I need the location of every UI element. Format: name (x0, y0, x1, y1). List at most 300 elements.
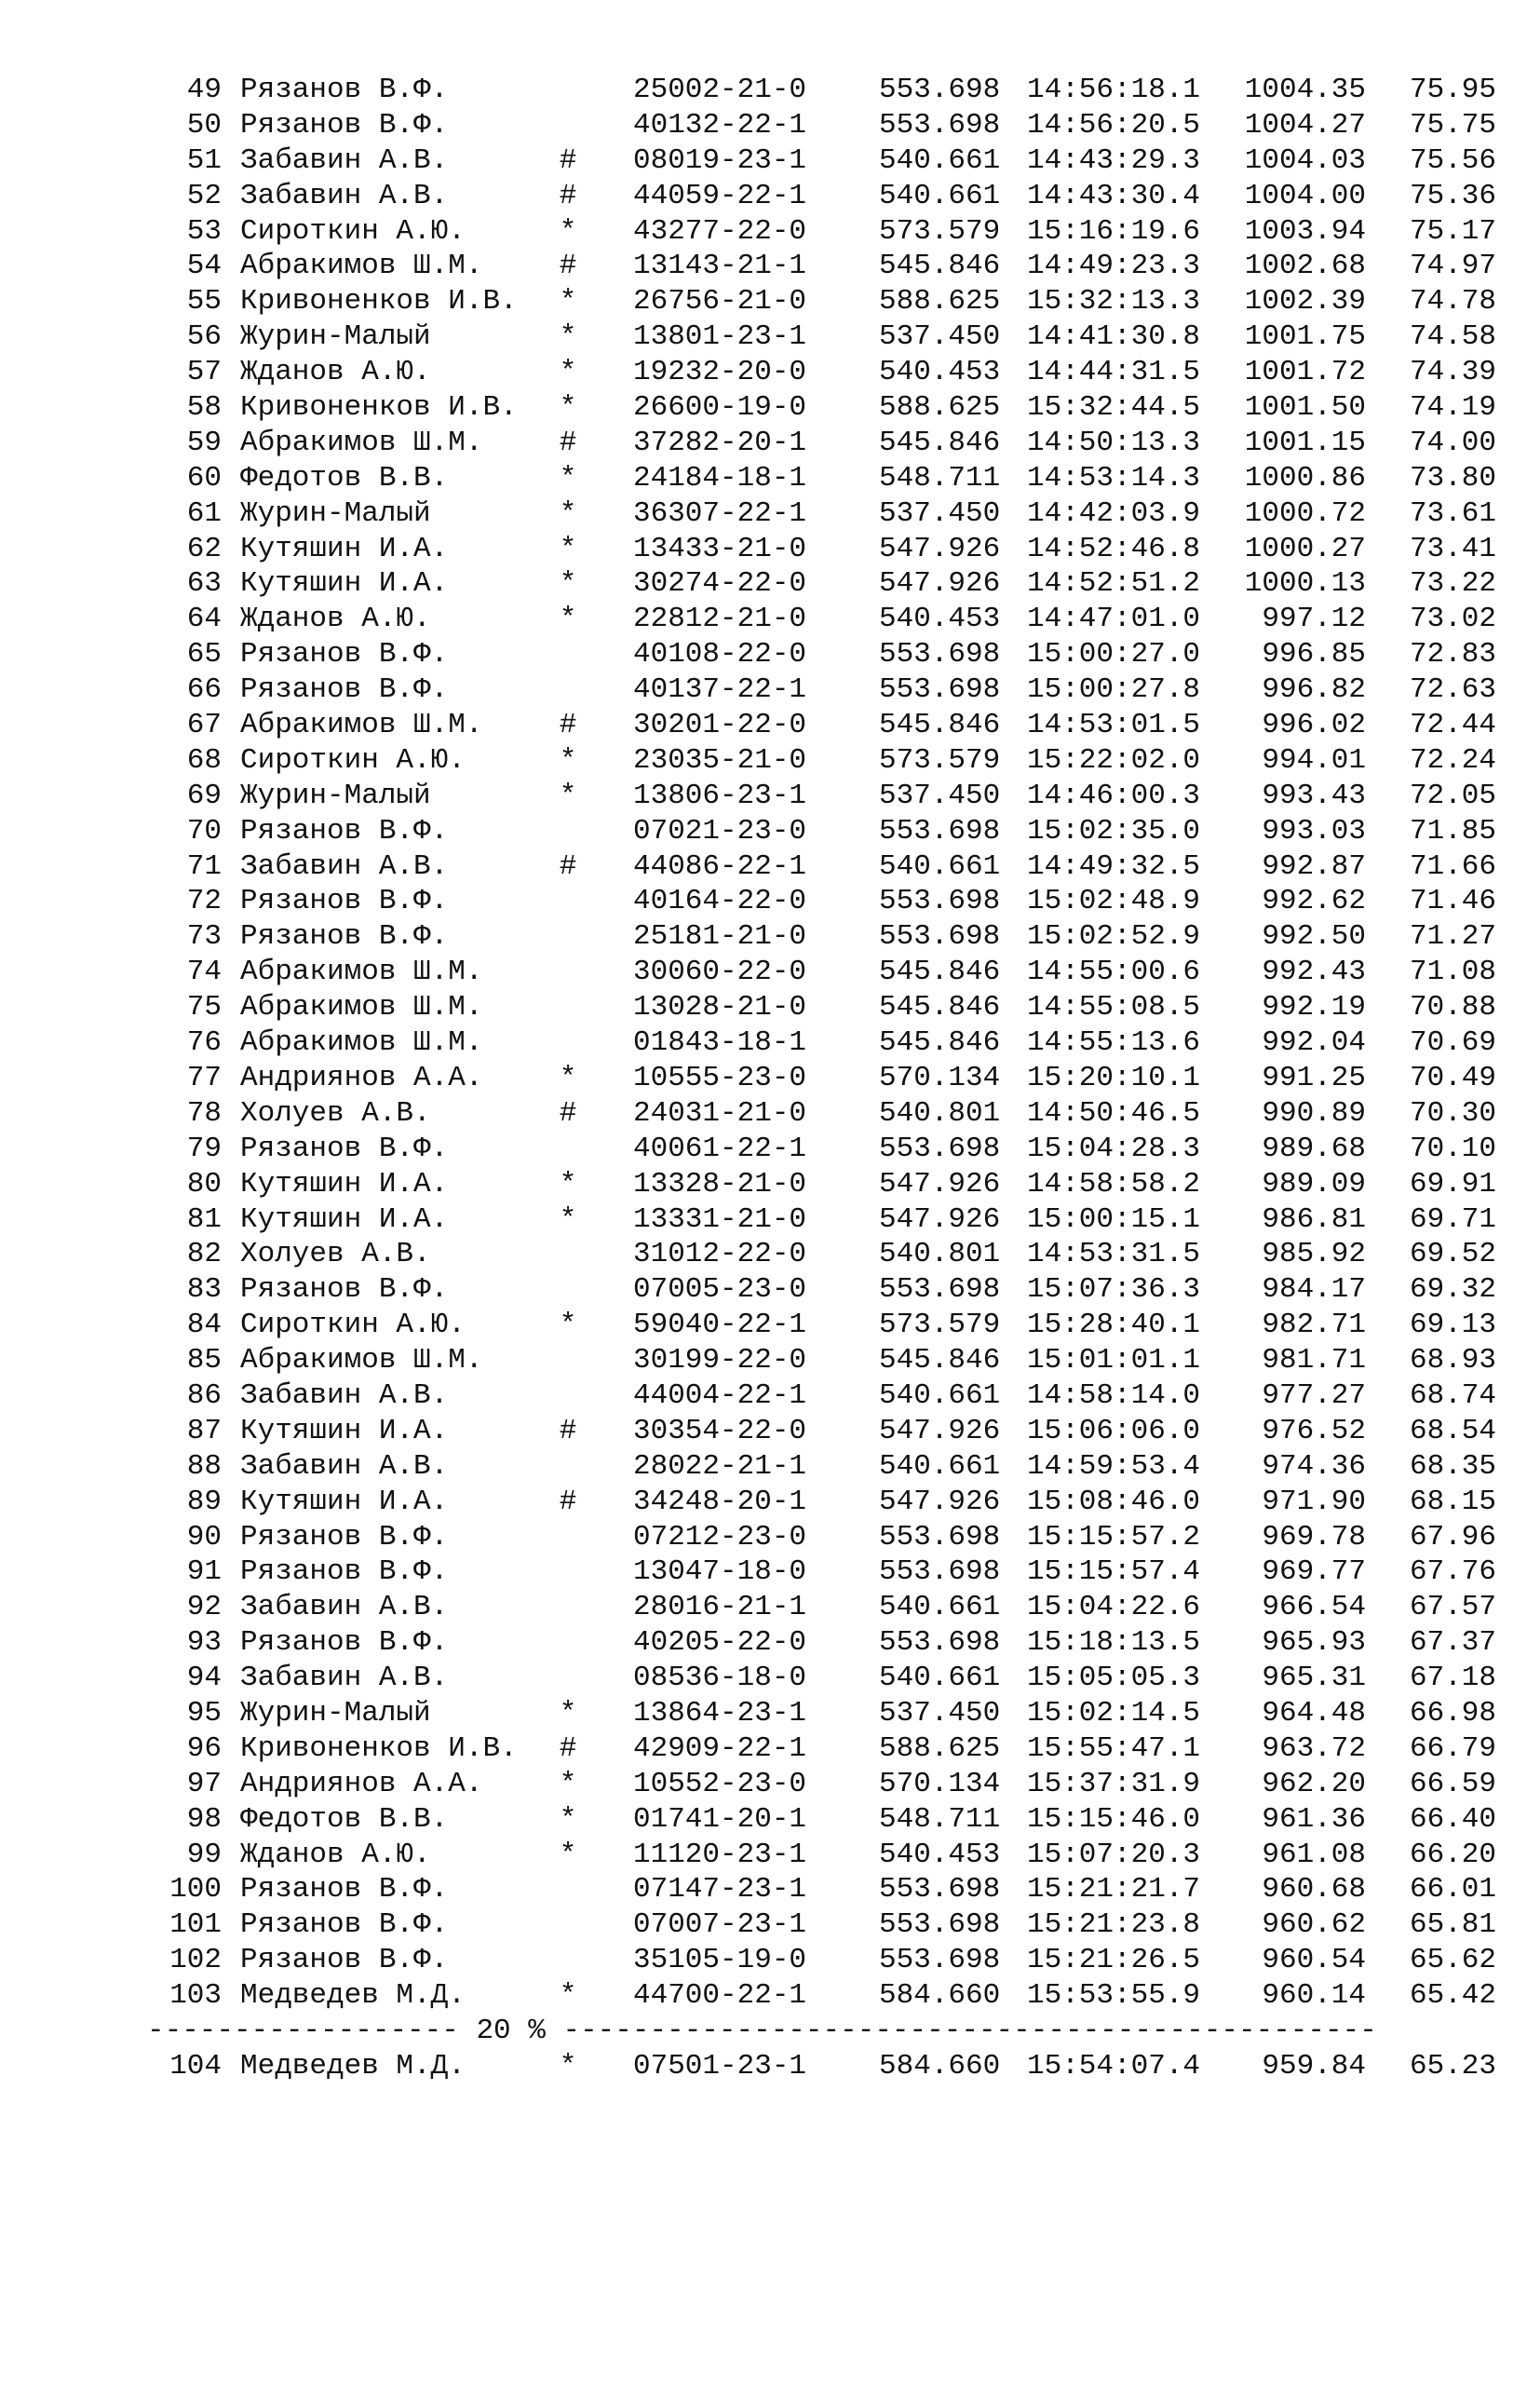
place-number: 87 (186, 1414, 222, 1447)
result-row (0, 779, 1540, 814)
fancier-name: Абракимов Ш.М. (240, 956, 483, 989)
distance: 547.926 (879, 1414, 1001, 1447)
arrival-time: 15:37:31.9 (1027, 1767, 1201, 1800)
ring-number: 22812-21-0 (633, 603, 807, 636)
fancier-name: Журин-Малый (240, 1696, 431, 1730)
entry-mark: # (559, 179, 577, 212)
place-number: 103 (169, 1979, 222, 2013)
ring-number: 59040-22-1 (633, 1309, 807, 1342)
ring-number: 30060-22-0 (633, 956, 807, 989)
result-row (0, 1272, 1540, 1308)
speed: 992.04 (1262, 1026, 1366, 1060)
result-row (0, 1449, 1540, 1485)
speed: 992.87 (1262, 849, 1366, 883)
place-number: 94 (186, 1662, 222, 1695)
arrival-time: 14:47:01.0 (1027, 603, 1201, 636)
speed: 960.68 (1262, 1873, 1366, 1907)
distance: 553.698 (879, 638, 1001, 672)
place-number: 71 (186, 849, 222, 883)
place-number: 96 (186, 1731, 222, 1765)
ring-number: 13801-23-1 (633, 320, 807, 354)
arrival-time: 15:02:48.9 (1027, 885, 1201, 918)
arrival-time: 15:07:36.3 (1027, 1273, 1201, 1307)
fancier-name: Абракимов Ш.М. (240, 709, 483, 742)
speed: 963.72 (1262, 1731, 1366, 1765)
ring-number: 13433-21-0 (633, 532, 807, 565)
speed: 990.89 (1262, 1096, 1366, 1130)
distance: 540.661 (879, 179, 1001, 212)
result-row (0, 532, 1540, 567)
result-row (0, 1907, 1540, 1943)
arrival-time: 15:08:46.0 (1027, 1485, 1201, 1518)
arrival-time: 14:52:46.8 (1027, 532, 1201, 565)
ring-number: 25181-21-0 (633, 920, 807, 954)
place-number: 92 (186, 1591, 222, 1624)
speed: 1002.68 (1244, 250, 1366, 283)
arrival-time: 14:41:30.8 (1027, 320, 1201, 354)
distance: 540.453 (879, 356, 1001, 389)
arrival-time: 15:06:06.0 (1027, 1414, 1201, 1447)
distance: 553.698 (879, 885, 1001, 918)
points: 66.79 (1409, 1731, 1496, 1765)
entry-mark: * (559, 1979, 577, 2013)
arrival-time: 15:32:44.5 (1027, 391, 1201, 425)
arrival-time: 15:07:20.3 (1027, 1838, 1201, 1871)
fancier-name: Кривоненков И.В. (240, 285, 518, 319)
place-number: 52 (186, 179, 222, 212)
place-number: 101 (169, 1908, 222, 1942)
fancier-name: Кутяшин И.А. (240, 1167, 449, 1201)
entry-mark: * (559, 1167, 577, 1201)
fancier-name: Жданов А.Ю. (240, 1838, 431, 1871)
entry-mark: # (559, 250, 577, 283)
distance: 588.625 (879, 391, 1001, 425)
entry-mark: # (559, 1485, 577, 1518)
result-row (0, 1767, 1540, 1802)
ring-number: 07501-23-1 (633, 2049, 807, 2083)
points: 67.96 (1409, 1520, 1496, 1554)
fancier-name: Сироткин А.Ю. (240, 214, 466, 248)
result-row (0, 1025, 1540, 1061)
result-row (0, 1237, 1540, 1272)
speed: 996.82 (1262, 673, 1366, 707)
place-number: 56 (186, 320, 222, 354)
arrival-time: 14:49:32.5 (1027, 849, 1201, 883)
result-row (0, 108, 1540, 143)
place-number: 89 (186, 1485, 222, 1518)
speed: 959.84 (1262, 2049, 1366, 2083)
distance: 540.661 (879, 143, 1001, 177)
speed: 1004.03 (1244, 143, 1366, 177)
fancier-name: Андриянов А.А. (240, 1061, 483, 1094)
place-number: 68 (186, 743, 222, 777)
points: 72.24 (1409, 743, 1496, 777)
arrival-time: 14:55:08.5 (1027, 991, 1201, 1025)
ring-number: 19232-20-0 (633, 356, 807, 389)
points: 73.02 (1409, 603, 1496, 636)
arrival-time: 14:55:00.6 (1027, 956, 1201, 989)
arrival-time: 15:04:22.6 (1027, 1591, 1201, 1624)
points: 75.17 (1409, 214, 1496, 248)
place-number: 90 (186, 1520, 222, 1554)
ring-number: 30201-22-0 (633, 709, 807, 742)
speed: 960.62 (1262, 1908, 1366, 1942)
speed: 965.93 (1262, 1626, 1366, 1660)
speed: 994.01 (1262, 743, 1366, 777)
ring-number: 13028-21-0 (633, 991, 807, 1025)
result-row (0, 884, 1540, 919)
speed: 1000.27 (1244, 532, 1366, 565)
distance: 553.698 (879, 814, 1001, 848)
arrival-time: 14:53:14.3 (1027, 461, 1201, 495)
speed: 996.85 (1262, 638, 1366, 672)
points: 66.20 (1409, 1838, 1496, 1871)
distance: 553.698 (879, 673, 1001, 707)
result-row (0, 1838, 1540, 1873)
place-number: 65 (186, 638, 222, 672)
points: 65.23 (1409, 2049, 1496, 2083)
distance: 553.698 (879, 1873, 1001, 1907)
points: 67.18 (1409, 1662, 1496, 1695)
distance: 545.846 (879, 1344, 1001, 1377)
ring-number: 44086-22-1 (633, 849, 807, 883)
ring-number: 40137-22-1 (633, 673, 807, 707)
fancier-name: Рязанов В.Ф. (240, 1908, 449, 1942)
arrival-time: 14:56:18.1 (1027, 74, 1201, 106)
place-number: 86 (186, 1378, 222, 1412)
place-number: 57 (186, 356, 222, 389)
entry-mark: * (559, 743, 577, 777)
ring-number: 13331-21-0 (633, 1202, 807, 1236)
speed: 1001.72 (1244, 356, 1366, 389)
ring-number: 13328-21-0 (633, 1167, 807, 1201)
result-row (0, 249, 1540, 284)
points: 73.41 (1409, 532, 1496, 565)
speed: 1004.27 (1244, 108, 1366, 142)
fancier-name: Забавин А.В. (240, 849, 449, 883)
result-row (0, 1590, 1540, 1625)
result-row (0, 1096, 1540, 1132)
ring-number: 40108-22-0 (633, 638, 807, 672)
arrival-time: 15:02:52.9 (1027, 920, 1201, 954)
entry-mark: * (559, 214, 577, 248)
arrival-time: 15:15:46.0 (1027, 1802, 1201, 1836)
ring-number: 37282-20-1 (633, 426, 807, 459)
result-row (0, 1485, 1540, 1520)
fancier-name: Журин-Малый (240, 320, 431, 354)
arrival-time: 14:42:03.9 (1027, 496, 1201, 530)
distance: 545.846 (879, 991, 1001, 1025)
fancier-name: Абракимов Ш.М. (240, 991, 483, 1025)
entry-mark: * (559, 2049, 577, 2083)
result-row (0, 849, 1540, 885)
speed: 992.43 (1262, 956, 1366, 989)
place-number: 76 (186, 1026, 222, 1060)
place-number: 78 (186, 1096, 222, 1130)
speed: 966.54 (1262, 1591, 1366, 1624)
speed: 997.12 (1262, 603, 1366, 636)
result-row (0, 1625, 1540, 1661)
points: 70.88 (1409, 991, 1496, 1025)
result-row (0, 1343, 1540, 1378)
fancier-name: Забавин А.В. (240, 143, 449, 177)
result-row (0, 73, 1540, 108)
place-number: 74 (186, 956, 222, 989)
result-row (0, 743, 1540, 779)
entry-mark: * (559, 1838, 577, 1871)
speed: 960.14 (1262, 1979, 1366, 2013)
results-rows-bottom (0, 2049, 1540, 2084)
speed: 986.81 (1262, 1202, 1366, 1236)
arrival-time: 14:53:01.5 (1027, 709, 1201, 742)
ring-number: 40205-22-0 (633, 1626, 807, 1660)
speed: 1001.75 (1244, 320, 1366, 354)
distance: 573.579 (879, 743, 1001, 777)
points: 74.19 (1409, 391, 1496, 425)
distance: 547.926 (879, 567, 1001, 601)
arrival-time: 14:49:23.3 (1027, 250, 1201, 283)
speed: 1004.35 (1244, 74, 1366, 106)
fancier-name: Кривоненков И.В. (240, 391, 518, 425)
arrival-time: 15:01:01.1 (1027, 1344, 1201, 1377)
place-number: 54 (186, 250, 222, 283)
arrival-time: 14:58:14.0 (1027, 1378, 1201, 1412)
speed: 996.02 (1262, 709, 1366, 742)
entry-mark: * (559, 461, 577, 495)
entry-mark: * (559, 320, 577, 354)
fancier-name: Забавин А.В. (240, 179, 449, 212)
points: 71.08 (1409, 956, 1496, 989)
speed: 981.71 (1262, 1344, 1366, 1377)
distance: 540.661 (879, 1591, 1001, 1624)
percent-separator (0, 2014, 1540, 2049)
points: 66.40 (1409, 1802, 1496, 1836)
speed: 971.90 (1262, 1485, 1366, 1518)
entry-mark: * (559, 567, 577, 601)
fancier-name: Холуев А.В. (240, 1238, 431, 1271)
distance: 553.698 (879, 920, 1001, 954)
arrival-time: 15:02:35.0 (1027, 814, 1201, 848)
speed: 1001.50 (1244, 391, 1366, 425)
distance: 540.453 (879, 603, 1001, 636)
points: 74.58 (1409, 320, 1496, 354)
points: 72.83 (1409, 638, 1496, 672)
results-rows-top (0, 73, 1540, 2014)
place-number: 99 (186, 1838, 222, 1871)
points: 71.85 (1409, 814, 1496, 848)
result-row (0, 355, 1540, 390)
ring-number: 01741-20-1 (633, 1802, 807, 1836)
points: 69.13 (1409, 1309, 1496, 1342)
points: 69.52 (1409, 1238, 1496, 1271)
place-number: 77 (186, 1061, 222, 1094)
place-number: 51 (186, 143, 222, 177)
entry-mark: * (559, 1802, 577, 1836)
arrival-time: 15:15:57.4 (1027, 1555, 1201, 1589)
speed: 969.78 (1262, 1520, 1366, 1554)
place-number: 53 (186, 214, 222, 248)
entry-mark: * (559, 356, 577, 389)
speed: 1003.94 (1244, 214, 1366, 248)
distance: 573.579 (879, 214, 1001, 248)
points: 75.56 (1409, 143, 1496, 177)
result-row (0, 955, 1540, 990)
distance: 540.661 (879, 1662, 1001, 1695)
place-number: 73 (186, 920, 222, 954)
place-number: 85 (186, 1344, 222, 1377)
fancier-name: Забавин А.В. (240, 1449, 449, 1483)
points: 75.95 (1409, 74, 1496, 106)
ring-number: 44700-22-1 (633, 1979, 807, 2013)
fancier-name: Журин-Малый (240, 496, 431, 530)
fancier-name: Кутяшин И.А. (240, 1485, 449, 1518)
result-row (0, 637, 1540, 672)
arrival-time: 14:43:29.3 (1027, 143, 1201, 177)
speed: 964.48 (1262, 1696, 1366, 1730)
points: 75.36 (1409, 179, 1496, 212)
speed: 962.20 (1262, 1767, 1366, 1800)
arrival-time: 15:00:15.1 (1027, 1202, 1201, 1236)
points: 74.97 (1409, 250, 1496, 283)
distance: 553.698 (879, 108, 1001, 142)
points: 73.80 (1409, 461, 1496, 495)
distance: 584.660 (879, 1979, 1001, 2013)
points: 75.75 (1409, 108, 1496, 142)
speed: 1004.00 (1244, 179, 1366, 212)
result-row (0, 1308, 1540, 1343)
fancier-name: Забавин А.В. (240, 1378, 449, 1412)
points: 69.32 (1409, 1273, 1496, 1307)
speed: 969.77 (1262, 1555, 1366, 1589)
place-number: 69 (186, 779, 222, 812)
entry-mark: * (559, 391, 577, 425)
entry-mark: * (559, 1202, 577, 1236)
result-row (0, 1943, 1540, 1978)
place-number: 102 (169, 1944, 222, 1977)
speed: 984.17 (1262, 1273, 1366, 1307)
fancier-name: Рязанов В.Ф. (240, 1555, 449, 1589)
ring-number: 07021-23-0 (633, 814, 807, 848)
fancier-name: Андриянов А.А. (240, 1767, 483, 1800)
result-row (0, 1061, 1540, 1096)
place-number: 62 (186, 532, 222, 565)
ring-number: 30274-22-0 (633, 567, 807, 601)
result-row (0, 566, 1540, 602)
ring-number: 28016-21-1 (633, 1591, 807, 1624)
ring-number: 10552-23-0 (633, 1767, 807, 1800)
fancier-name: Кутяшин И.А. (240, 1414, 449, 1447)
result-row (0, 1520, 1540, 1555)
distance: 545.846 (879, 426, 1001, 459)
result-row (0, 496, 1540, 532)
speed: 992.50 (1262, 920, 1366, 954)
fancier-name: Забавин А.В. (240, 1662, 449, 1695)
fancier-name: Сироткин А.Ю. (240, 743, 466, 777)
points: 68.93 (1409, 1344, 1496, 1377)
arrival-time: 15:28:40.1 (1027, 1309, 1201, 1342)
result-row (0, 602, 1540, 637)
distance: 553.698 (879, 1520, 1001, 1554)
place-number: 72 (186, 885, 222, 918)
speed: 977.27 (1262, 1378, 1366, 1412)
fancier-name: Абракимов Ш.М. (240, 250, 483, 283)
ring-number: 23035-21-0 (633, 743, 807, 777)
points: 74.00 (1409, 426, 1496, 459)
fancier-name: Холуев А.В. (240, 1096, 431, 1130)
points: 74.78 (1409, 285, 1496, 319)
speed: 991.25 (1262, 1061, 1366, 1094)
ring-number: 26600-19-0 (633, 391, 807, 425)
ring-number: 08536-18-0 (633, 1662, 807, 1695)
arrival-time: 14:53:31.5 (1027, 1238, 1201, 1271)
place-number: 80 (186, 1167, 222, 1201)
place-number: 70 (186, 814, 222, 848)
place-number: 97 (186, 1767, 222, 1800)
speed: 993.03 (1262, 814, 1366, 848)
ring-number: 24031-21-0 (633, 1096, 807, 1130)
distance: 548.711 (879, 1802, 1001, 1836)
arrival-time: 15:55:47.1 (1027, 1731, 1201, 1765)
points: 67.57 (1409, 1591, 1496, 1624)
ring-number: 43277-22-0 (633, 214, 807, 248)
arrival-time: 15:21:23.8 (1027, 1908, 1201, 1942)
points: 65.42 (1409, 1979, 1496, 2013)
place-number: 81 (186, 1202, 222, 1236)
fancier-name: Кутяшин И.А. (240, 567, 449, 601)
arrival-time: 15:04:28.3 (1027, 1132, 1201, 1165)
ring-number: 13047-18-0 (633, 1555, 807, 1589)
points: 65.81 (1409, 1908, 1496, 1942)
place-number: 66 (186, 673, 222, 707)
points: 70.10 (1409, 1132, 1496, 1165)
distance: 547.926 (879, 1485, 1001, 1518)
arrival-time: 15:18:13.5 (1027, 1626, 1201, 1660)
distance: 545.846 (879, 1026, 1001, 1060)
place-number: 61 (186, 496, 222, 530)
distance: 540.661 (879, 1449, 1001, 1483)
arrival-time: 15:22:02.0 (1027, 743, 1201, 777)
distance: 548.711 (879, 461, 1001, 495)
fancier-name: Жданов А.Ю. (240, 603, 431, 636)
fancier-name: Рязанов В.Ф. (240, 74, 449, 106)
entry-mark: * (559, 1767, 577, 1800)
distance: 553.698 (879, 1132, 1001, 1165)
points: 72.63 (1409, 673, 1496, 707)
fancier-name: Рязанов В.Ф. (240, 673, 449, 707)
distance: 553.698 (879, 1555, 1001, 1589)
arrival-time: 14:43:30.4 (1027, 179, 1201, 212)
points: 71.46 (1409, 885, 1496, 918)
speed: 960.54 (1262, 1944, 1366, 1977)
entry-mark: * (559, 496, 577, 530)
points: 73.61 (1409, 496, 1496, 530)
arrival-time: 15:53:55.9 (1027, 1979, 1201, 2013)
speed: 961.36 (1262, 1802, 1366, 1836)
ring-number: 30199-22-0 (633, 1344, 807, 1377)
entry-mark: * (559, 1061, 577, 1094)
distance: 537.450 (879, 779, 1001, 812)
points: 69.91 (1409, 1167, 1496, 1201)
ring-number: 34248-20-1 (633, 1485, 807, 1518)
ring-number: 13143-21-1 (633, 250, 807, 283)
speed: 1001.15 (1244, 426, 1366, 459)
fancier-name: Забавин А.В. (240, 1591, 449, 1624)
fancier-name: Кривоненков И.В. (240, 1731, 518, 1765)
distance: 553.698 (879, 74, 1001, 106)
points: 66.98 (1409, 1696, 1496, 1730)
result-row (0, 2049, 1540, 2084)
place-number: 64 (186, 603, 222, 636)
